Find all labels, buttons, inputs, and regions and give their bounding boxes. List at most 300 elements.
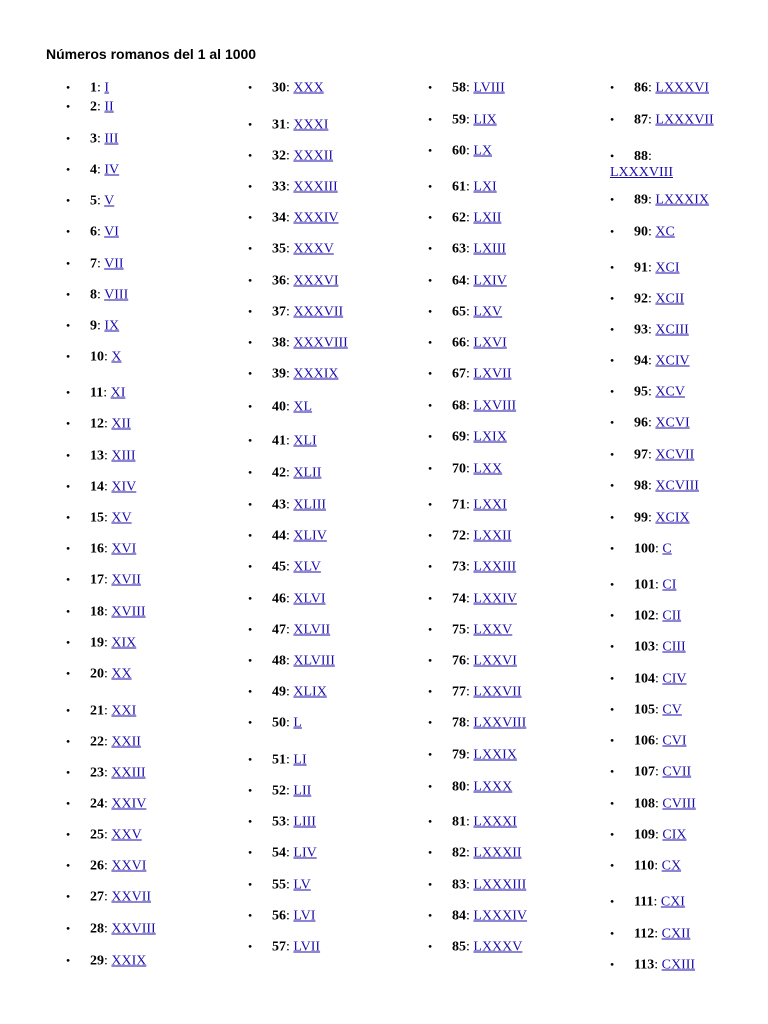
bullet-icon: • — [66, 287, 71, 302]
arabic-number: 28 — [90, 921, 104, 937]
roman-numeral-link[interactable]: I — [104, 80, 110, 96]
roman-numeral-link[interactable]: LXIII — [473, 241, 507, 257]
roman-numeral-link[interactable]: XII — [111, 416, 131, 432]
arabic-number: 66 — [452, 335, 466, 351]
arabic-number: 102 — [634, 608, 655, 624]
roman-numeral-link[interactable]: LI — [293, 752, 307, 768]
bullet-icon: • — [610, 858, 615, 873]
list-item — [610, 478, 699, 495]
list-item — [248, 433, 317, 450]
bullet-icon: • — [248, 304, 253, 319]
roman-numeral-link[interactable]: XXXI — [293, 117, 329, 133]
bullet-icon: • — [610, 80, 615, 95]
separator: : — [466, 877, 470, 893]
roman-numeral-link[interactable]: LXXXI — [473, 814, 517, 830]
arabic-number: 13 — [90, 448, 104, 464]
arabic-number: 94 — [634, 353, 648, 369]
roman-numeral-link[interactable]: XVI — [111, 541, 137, 557]
separator: : — [466, 112, 470, 128]
list-item — [248, 117, 328, 134]
roman-numeral-link[interactable]: CVIII — [662, 796, 696, 812]
list-item — [610, 291, 684, 308]
list-item — [66, 666, 132, 683]
arabic-number: 30 — [272, 80, 286, 96]
bullet-icon: • — [428, 715, 433, 730]
list-item — [66, 827, 142, 844]
separator: : — [655, 577, 659, 593]
arabic-number: 89 — [634, 192, 648, 208]
roman-numeral-link[interactable]: XIX — [111, 635, 137, 651]
list-item — [428, 715, 526, 732]
list-item — [66, 162, 119, 179]
bullet-icon: • — [66, 318, 71, 333]
roman-numeral-link[interactable]: LXII — [473, 210, 502, 226]
separator: : — [286, 715, 290, 731]
separator: : — [466, 653, 470, 669]
arabic-number: 52 — [272, 783, 286, 799]
list-item — [610, 671, 687, 688]
arabic-number: 35 — [272, 241, 286, 257]
bullet-icon: • — [248, 497, 253, 512]
arabic-number: 88 — [634, 149, 648, 164]
roman-numeral-link[interactable]: LXXVI — [473, 653, 517, 669]
roman-numeral-link[interactable]: LXXIX — [473, 747, 517, 763]
roman-numeral-link[interactable]: XV — [111, 510, 132, 526]
bullet-icon: • — [428, 210, 433, 225]
list-item — [248, 497, 326, 514]
arabic-number: 83 — [452, 877, 466, 893]
roman-numeral-link[interactable]: LXXX — [473, 779, 513, 795]
list-item — [610, 510, 690, 527]
roman-numeral-link[interactable]: LXIV — [473, 273, 507, 289]
roman-numeral-link[interactable]: XLIX — [293, 684, 327, 700]
roman-numeral-link[interactable]: LXVIII — [473, 398, 517, 414]
roman-numeral-link[interactable]: LIII — [293, 814, 316, 830]
roman-numeral-link[interactable]: XLIII — [293, 497, 327, 513]
roman-numeral-link[interactable]: LII — [293, 783, 312, 799]
list-item — [66, 349, 122, 366]
list-item — [248, 241, 334, 258]
roman-numeral-link[interactable]: XXXV — [293, 241, 334, 257]
roman-numeral-link[interactable]: LXV — [473, 304, 503, 320]
roman-numeral-link[interactable]: LXXI — [473, 497, 507, 513]
roman-numeral-link[interactable]: XLVI — [293, 591, 326, 607]
separator: : — [648, 224, 652, 240]
roman-numeral-link[interactable]: XXXVI — [293, 273, 339, 289]
roman-numeral-link[interactable]: CXII — [661, 926, 691, 942]
roman-numeral-link[interactable]: V — [104, 193, 115, 209]
bullet-icon: • — [66, 193, 71, 208]
bullet-icon: • — [248, 622, 253, 637]
list-item — [248, 653, 335, 670]
separator: : — [466, 210, 470, 226]
arabic-number: 15 — [90, 510, 104, 526]
list-item — [428, 273, 507, 290]
roman-numeral-link[interactable]: LXXXII — [473, 845, 522, 861]
separator: : — [286, 80, 290, 96]
arabic-number: 113 — [634, 957, 655, 973]
roman-numeral-link[interactable]: XXII — [111, 734, 141, 750]
bullet-icon: • — [248, 80, 253, 95]
separator: : — [104, 953, 108, 969]
list-item — [66, 541, 136, 558]
list-item — [248, 752, 307, 769]
roman-numeral-link[interactable]: LXXIV — [473, 591, 517, 607]
bullet-icon: • — [610, 671, 615, 686]
bullet-icon: • — [66, 224, 71, 239]
list-item — [248, 179, 338, 196]
bullet-icon: • — [610, 926, 615, 941]
separator: : — [653, 894, 658, 910]
roman-numeral-link[interactable]: VIII — [104, 287, 129, 303]
roman-numeral-link[interactable]: XCIX — [655, 510, 690, 526]
list-item — [248, 80, 324, 97]
arabic-number: 48 — [272, 653, 286, 669]
list-item — [66, 889, 151, 906]
bullet-icon: • — [248, 653, 253, 668]
roman-numeral-link[interactable]: LXI — [473, 179, 497, 195]
roman-numeral-link[interactable]: LXVI — [473, 335, 507, 351]
bullet-icon: • — [66, 385, 71, 400]
roman-numeral-link[interactable]: XXIV — [111, 796, 147, 812]
separator: : — [104, 666, 108, 682]
roman-numeral-link[interactable]: XLIV — [293, 528, 327, 544]
list-item — [66, 703, 136, 720]
separator: : — [466, 335, 470, 351]
separator: : — [104, 510, 108, 526]
arabic-number: 76 — [452, 653, 466, 669]
bullet-icon: • — [66, 349, 71, 364]
separator: : — [466, 814, 470, 830]
list-item — [66, 448, 136, 465]
roman-numeral-link[interactable]: XLV — [293, 559, 321, 575]
bullet-icon: • — [610, 510, 615, 525]
roman-numeral-link[interactable]: XCI — [655, 260, 680, 276]
roman-numeral-link[interactable]: C — [662, 541, 672, 557]
roman-numeral-link[interactable]: XXX — [293, 80, 324, 96]
arabic-number: 14 — [90, 479, 104, 495]
roman-numeral-link[interactable]: XIII — [111, 448, 136, 464]
roman-numeral-link[interactable]: XCII — [655, 291, 685, 307]
list-item — [610, 384, 685, 401]
bullet-icon: • — [66, 416, 71, 431]
list-item — [428, 429, 507, 446]
list-item — [610, 577, 676, 594]
bullet-icon: • — [66, 858, 71, 873]
bullet-icon: • — [66, 162, 71, 177]
roman-numeral-link[interactable]: LX — [473, 143, 493, 159]
list-item — [428, 747, 517, 764]
list-item — [66, 224, 119, 241]
bullet-icon: • — [248, 845, 253, 860]
roman-numeral-link[interactable]: LXXXVII — [655, 112, 714, 128]
roman-numeral-link[interactable]: XVII — [111, 572, 141, 588]
list-item — [610, 322, 689, 339]
separator: : — [466, 366, 470, 382]
arabic-number: 4 — [90, 162, 97, 178]
arabic-number: 111 — [634, 894, 654, 910]
roman-numeral-link[interactable]: CVII — [662, 764, 692, 780]
roman-numeral-link[interactable]: XX — [111, 666, 132, 682]
roman-numeral-link[interactable]: LXXII — [473, 528, 512, 544]
roman-numeral-link[interactable]: XL — [293, 399, 313, 415]
arabic-number: 74 — [452, 591, 466, 607]
list-item — [66, 256, 124, 273]
roman-numeral-link[interactable]: XVIII — [111, 604, 146, 620]
roman-numeral-link[interactable]: CI — [662, 577, 677, 593]
list-item — [428, 210, 501, 227]
bullet-icon: • — [610, 149, 615, 163]
roman-numeral-link[interactable]: III — [104, 131, 119, 147]
arabic-number: 60 — [452, 143, 466, 159]
bullet-icon: • — [248, 433, 253, 448]
roman-numeral-link[interactable]: LXXV — [473, 622, 513, 638]
separator: : — [286, 433, 290, 449]
roman-numeral-link[interactable]: XC — [655, 224, 675, 240]
roman-numeral-link[interactable]: XLVIII — [293, 653, 335, 669]
roman-numeral-link[interactable]: XCIV — [655, 353, 690, 369]
arabic-number: 98 — [634, 478, 648, 494]
separator: : — [466, 273, 470, 289]
roman-numeral-link[interactable]: XXXVIII — [293, 335, 348, 351]
roman-numeral-link[interactable]: LVI — [293, 908, 316, 924]
bullet-icon: • — [66, 256, 71, 271]
separator: : — [655, 827, 659, 843]
roman-numeral-link[interactable]: XCVII — [655, 447, 695, 463]
bullet-icon: • — [66, 131, 71, 146]
roman-numeral-link[interactable]: XXXVII — [293, 304, 344, 320]
arabic-number: 41 — [272, 433, 286, 449]
arabic-number: 25 — [90, 827, 104, 843]
list-item — [610, 112, 714, 129]
list-item — [248, 845, 317, 862]
list-item — [248, 783, 311, 800]
bullet-icon: • — [66, 80, 71, 95]
arabic-number: 54 — [272, 845, 286, 861]
roman-numeral-link[interactable]: XCVIII — [655, 478, 699, 494]
list-item — [610, 733, 687, 750]
bullet-icon: • — [248, 273, 253, 288]
roman-numeral-link[interactable]: XXIX — [111, 953, 147, 969]
roman-numeral-link[interactable]: XXVII — [111, 889, 152, 905]
arabic-number: 72 — [452, 528, 466, 544]
arabic-number: 10 — [90, 349, 104, 365]
arabic-number: 40 — [272, 399, 286, 415]
separator: : — [97, 80, 101, 96]
bullet-icon: • — [428, 591, 433, 606]
roman-numeral-link[interactable]: XXVI — [111, 858, 147, 874]
arabic-number: 2 — [90, 99, 97, 115]
roman-numeral-link[interactable]: CII — [662, 608, 682, 624]
roman-numeral-link[interactable]: XXXIV — [293, 210, 339, 226]
roman-numeral-link[interactable]: LXXXIII — [473, 877, 527, 893]
roman-numeral-link[interactable]: IX — [104, 318, 120, 334]
separator: : — [648, 291, 652, 307]
roman-numeral-link[interactable]: LV — [293, 877, 311, 893]
bullet-icon: • — [248, 877, 253, 892]
list-item — [66, 796, 146, 813]
arabic-number: 69 — [452, 429, 466, 445]
list-item — [610, 224, 675, 241]
bullet-icon: • — [428, 877, 433, 892]
list-item — [248, 591, 326, 608]
separator: : — [104, 635, 108, 651]
arabic-number: 39 — [272, 366, 286, 382]
bullet-icon: • — [610, 192, 615, 207]
roman-numeral-link[interactable]: LXIX — [473, 429, 507, 445]
separator: : — [286, 877, 290, 893]
bullet-icon: • — [248, 241, 253, 256]
roman-numeral-link[interactable]: XI — [110, 385, 126, 401]
separator: : — [104, 604, 108, 620]
roman-numeral-link[interactable]: LXXXVIII — [610, 165, 673, 180]
bullet-icon: • — [428, 559, 433, 574]
separator: : — [466, 779, 470, 795]
arabic-number: 73 — [452, 559, 466, 575]
separator: : — [104, 448, 108, 464]
roman-numeral-link[interactable]: LXXXIX — [655, 192, 710, 208]
arabic-number: 33 — [272, 179, 286, 195]
roman-numeral-link[interactable]: CVI — [662, 733, 687, 749]
roman-numeral-link[interactable]: LXXVII — [473, 684, 522, 700]
arabic-number: 86 — [634, 80, 648, 96]
roman-numeral-link[interactable]: XCVI — [655, 415, 690, 431]
separator: : — [104, 921, 108, 937]
roman-numeral-link[interactable]: XIV — [111, 479, 137, 495]
arabic-number: 80 — [452, 779, 466, 795]
roman-numeral-link[interactable]: LIX — [473, 112, 497, 128]
arabic-number: 23 — [90, 765, 104, 781]
list-item — [428, 653, 517, 670]
roman-numeral-link[interactable]: LVIII — [473, 80, 505, 96]
arabic-number: 99 — [634, 510, 648, 526]
separator: : — [466, 684, 470, 700]
arabic-number: 42 — [272, 465, 286, 481]
arabic-number: 57 — [272, 939, 286, 955]
separator: : — [286, 752, 290, 768]
roman-numeral-link[interactable]: CXIII — [661, 957, 696, 973]
bullet-icon: • — [248, 752, 253, 767]
arabic-number: 7 — [90, 256, 97, 272]
list-item — [428, 398, 516, 415]
roman-numeral-link[interactable]: XLII — [293, 465, 322, 481]
arabic-number: 26 — [90, 858, 104, 874]
arabic-number: 50 — [272, 715, 286, 731]
list-item — [66, 479, 136, 496]
separator: : — [97, 99, 101, 115]
wrapped-line — [610, 165, 730, 181]
roman-numeral-link[interactable]: XCV — [655, 384, 685, 400]
bullet-icon: • — [66, 99, 71, 114]
separator: : — [286, 399, 290, 415]
roman-numeral-link[interactable]: LXXIII — [473, 559, 517, 575]
separator: : — [466, 80, 470, 96]
arabic-number: 46 — [272, 591, 286, 607]
roman-numeral-link[interactable]: CV — [662, 702, 682, 718]
bullet-icon: • — [610, 447, 615, 462]
roman-numeral-link[interactable]: XCIII — [655, 322, 689, 338]
roman-numeral-link[interactable]: XLI — [293, 433, 317, 449]
separator: : — [286, 684, 290, 700]
list-item — [248, 366, 339, 383]
roman-numeral-link[interactable]: IV — [104, 162, 120, 178]
arabic-number: 112 — [634, 926, 655, 942]
arabic-number: 3 — [90, 131, 97, 147]
roman-numeral-link[interactable]: LXXXIV — [473, 908, 528, 924]
arabic-number: 34 — [272, 210, 286, 226]
roman-numeral-link[interactable]: XLVII — [293, 622, 331, 638]
roman-numeral-link[interactable]: LXXXVI — [655, 80, 710, 96]
bullet-icon: • — [248, 528, 253, 543]
arabic-number: 56 — [272, 908, 286, 924]
bullet-icon: • — [428, 622, 433, 637]
arabic-number: 106 — [634, 733, 655, 749]
roman-numeral-link[interactable]: CIII — [662, 639, 686, 655]
arabic-number: 49 — [272, 684, 286, 700]
roman-numeral-link[interactable]: LIV — [293, 845, 317, 861]
separator: : — [648, 149, 652, 164]
list-item — [428, 461, 502, 478]
arabic-number: 16 — [90, 541, 104, 557]
roman-numeral-link[interactable]: LXXVIII — [473, 715, 527, 731]
roman-numeral-link[interactable]: XXIII — [111, 765, 146, 781]
separator: : — [97, 287, 101, 303]
roman-numeral-link[interactable]: XXV — [111, 827, 142, 843]
roman-numeral-link[interactable]: XXXII — [293, 148, 334, 164]
bullet-icon: • — [248, 715, 253, 730]
list-item — [428, 684, 522, 701]
arabic-number: 55 — [272, 877, 286, 893]
arabic-number: 107 — [634, 764, 655, 780]
separator: : — [466, 143, 470, 159]
bullet-icon: • — [248, 366, 253, 381]
list-item — [610, 702, 682, 719]
bullet-icon: • — [610, 478, 615, 493]
separator: : — [286, 783, 290, 799]
roman-numeral-link[interactable]: CX — [661, 858, 682, 874]
roman-numeral-link[interactable]: LXXXV — [473, 939, 523, 955]
bullet-icon: • — [66, 510, 71, 525]
roman-numeral-link[interactable]: LVII — [293, 939, 321, 955]
arabic-number: 100 — [634, 541, 655, 557]
roman-numeral-link[interactable]: XXVIII — [111, 921, 156, 937]
arabic-number: 58 — [452, 80, 466, 96]
roman-numeral-link[interactable]: XXXIX — [293, 366, 339, 382]
list-item — [248, 715, 302, 732]
separator: : — [466, 429, 470, 445]
roman-numeral-link[interactable]: VI — [104, 224, 119, 240]
roman-numeral-link[interactable]: II — [104, 99, 114, 115]
roman-numeral-link[interactable]: XXI — [111, 703, 137, 719]
roman-numeral-link[interactable]: LXX — [473, 461, 503, 477]
separator: : — [286, 335, 290, 351]
roman-numeral-link[interactable]: CIV — [662, 671, 687, 687]
roman-numeral-link[interactable]: CXI — [660, 894, 685, 910]
roman-numeral-link[interactable]: XXXIII — [293, 179, 338, 195]
bullet-icon: • — [428, 304, 433, 319]
roman-numeral-link[interactable]: X — [111, 349, 122, 365]
arabic-number: 18 — [90, 604, 104, 620]
bullet-icon: • — [248, 117, 253, 132]
roman-numeral-link[interactable]: LXVII — [473, 366, 512, 382]
separator: : — [104, 827, 108, 843]
roman-numeral-link[interactable]: CIX — [662, 827, 687, 843]
separator: : — [97, 224, 101, 240]
roman-numeral-link[interactable]: L — [293, 715, 302, 731]
roman-numeral-link[interactable]: VII — [104, 256, 124, 272]
separator: : — [104, 765, 108, 781]
list-item — [428, 939, 522, 956]
